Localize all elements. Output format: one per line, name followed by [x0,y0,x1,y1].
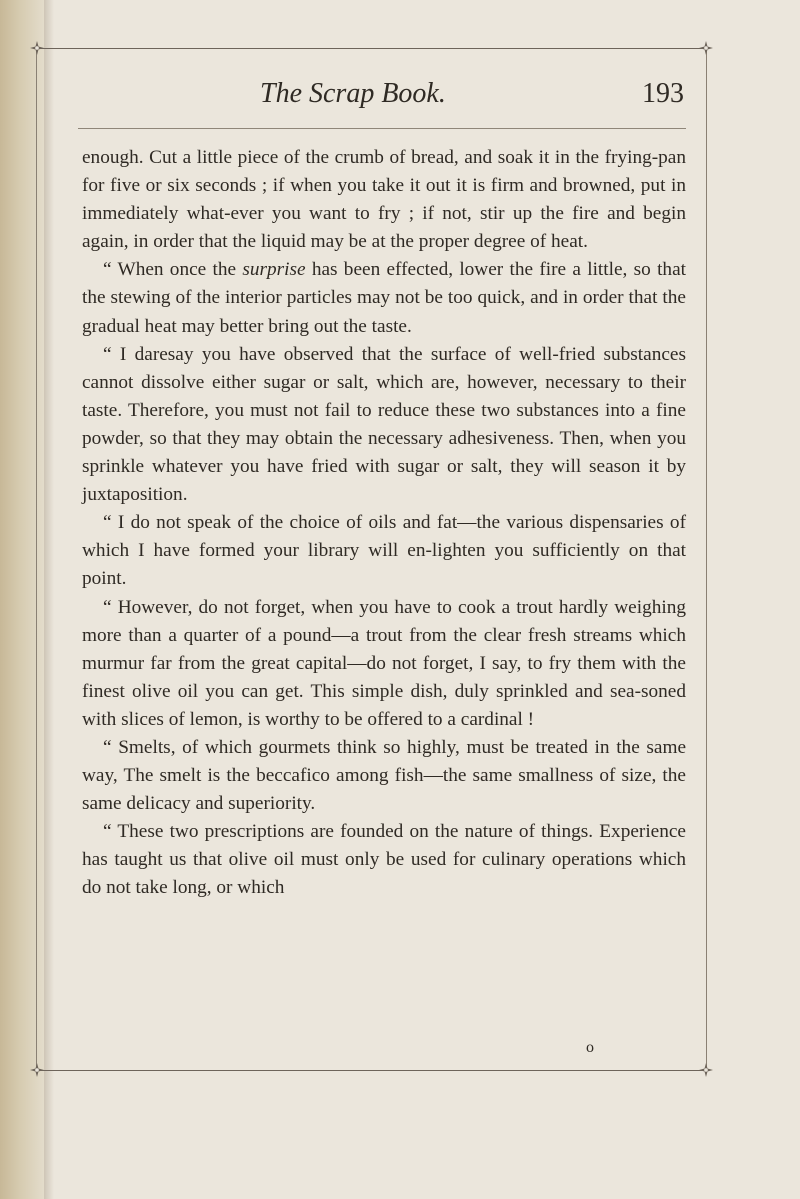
book-spine-edge [0,0,44,1199]
frame-rule-top [38,48,708,49]
paragraph: “ I do not speak of the choice of oils and fat—the various dispensaries of which I have formed your library will en-lighten you sufficiently on that point. [82,512,686,590]
paragraph-text: “ When once the [103,259,243,281]
corner-ornament-icon [29,40,45,56]
paragraph: “ I daresay you have observed that the surface of well-fried substances cannot dissolve either sugar or salt, which are, however, necessary to their taste. Therefore, you must not fail to reduce these two substances into a fine powder, so that they may obtain the necessary adhesiveness. Then, when you sprinkle whatever you have fried with sugar or salt, they will season it by juxtaposition. [82,343,686,506]
frame-rule-bottom [38,1070,708,1071]
paragraph-text: has been effected, lower the fire a little, so that the stewing of the interior particles may not be too quick, and in order that the gradual heat may better bring out the taste. [82,259,686,337]
running-head [80,78,684,118]
paragraph [82,256,686,340]
paragraph: “ However, do not forget, when you have to cook a trout hardly weighing more than a quarter of a pound—a trout from the clear fresh streams which murmur far from the great capital—do not forget, I say, to fry them with the finest olive oil you can get. This simple dish, duly sprinkled and sea-soned with slices of lemon, is worthy to be offered to a cardinal ! [82,596,686,730]
paragraph [82,144,686,256]
paragraph: “ These two prescriptions are founded on the nature of things. Experience has taught us that olive oil must only be used for culinary operations which do not take long, or which [82,821,686,899]
body-text [82,144,686,903]
corner-ornament-icon [698,1062,714,1078]
corner-ornament-icon [698,40,714,56]
header-rule [78,128,686,129]
italic-word: surprise [242,259,306,281]
spine-shadow [44,0,54,1199]
corner-ornament-icon [29,1062,45,1078]
signature-mark: o [586,1039,594,1056]
page-title: The Scrap Book. [260,78,446,109]
frame-rule-left [36,48,37,1070]
page-number: 193 [642,78,684,109]
paragraph-text: enough. Cut a little piece of the crumb of bread, and soak it in the frying-pan for five or six seconds ; if when you take it out it is firm and browned, put in immediately what-ever you want to fry ; if not, stir up the fire and begin again, in order that the liquid may be at the proper degree of heat. [82,147,686,253]
paragraph: “ Smelts, of which gourmets think so highly, must be treated in the same way, The smelt is the beccafico among fish—the same smallness of size, the same delicacy and superiority. [82,736,686,815]
frame-rule-right [706,48,707,1070]
